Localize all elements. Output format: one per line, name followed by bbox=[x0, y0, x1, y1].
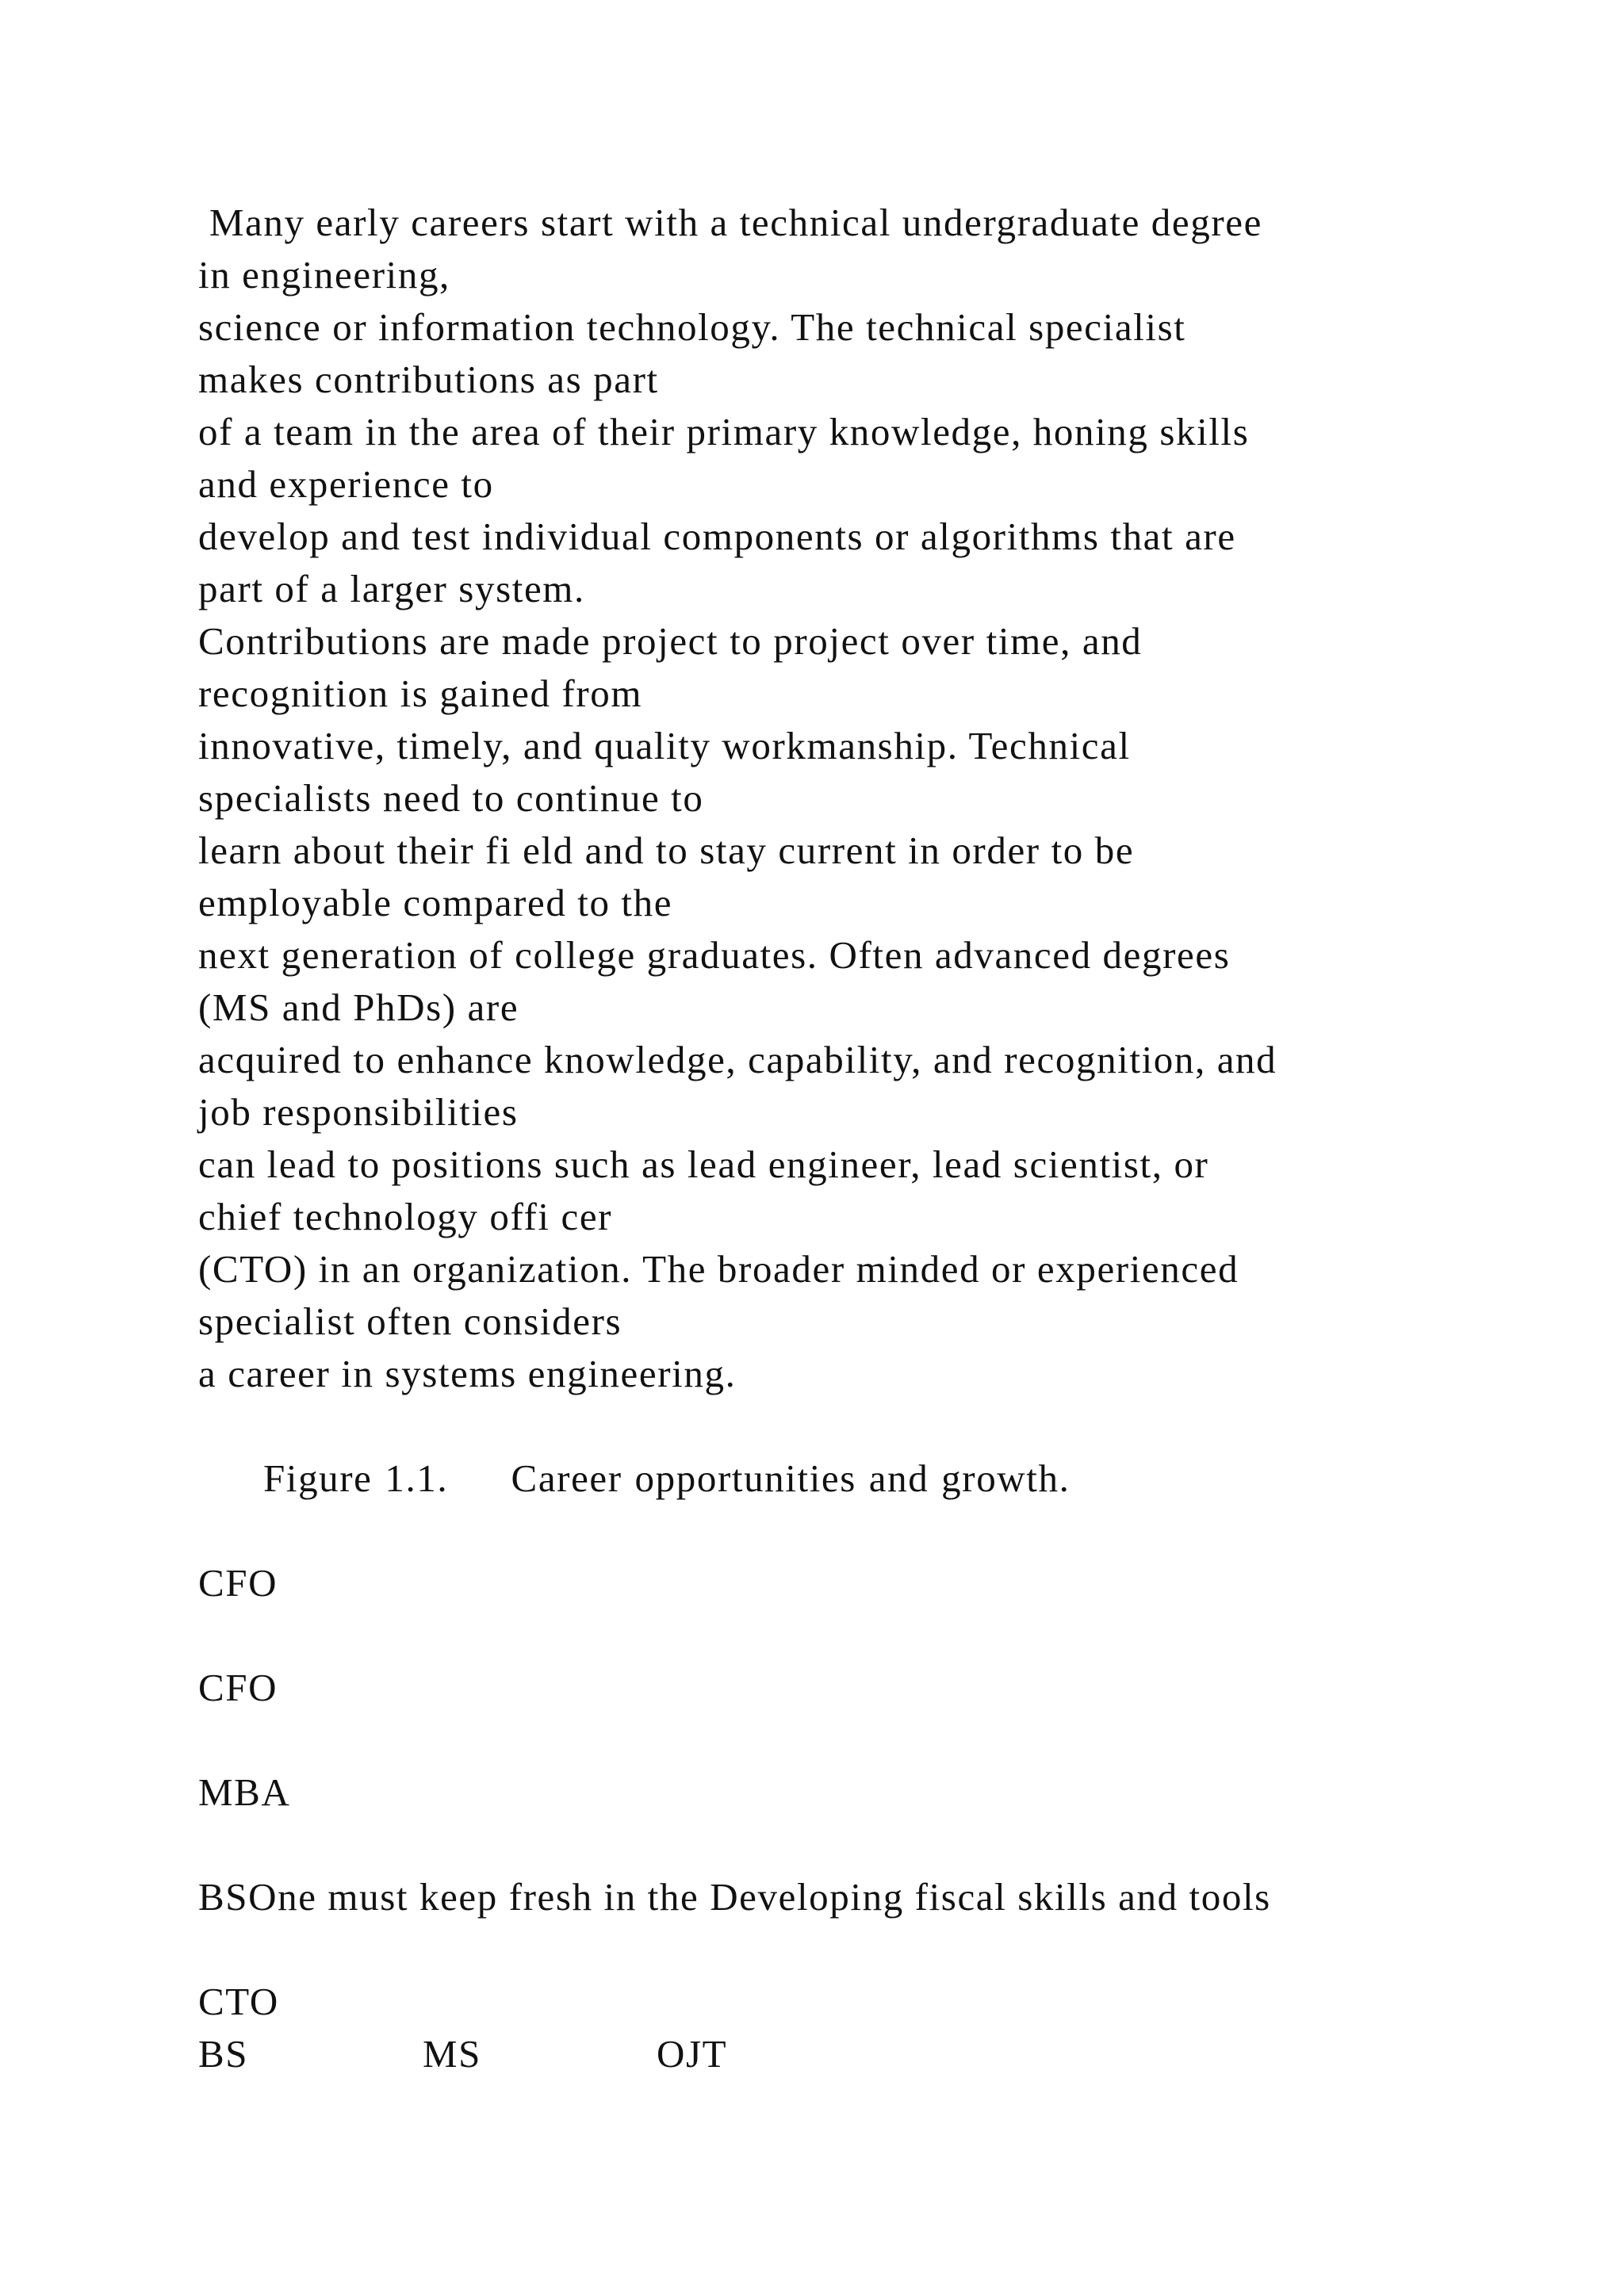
paragraph-line: (MS and PhDs) are bbox=[198, 985, 519, 1029]
figure-label-mba: MBA bbox=[198, 1770, 291, 1814]
paragraph-line: recognition is gained from bbox=[198, 672, 643, 715]
figure-label-cfo: CFO bbox=[198, 1666, 278, 1709]
paragraph-line: science or information technology. The technical specialist bbox=[198, 305, 1186, 349]
figure-label-cto: CTO bbox=[198, 1980, 279, 2023]
figure-caption: Figure 1.1. Career opportunities and growth. bbox=[263, 1456, 1071, 1500]
paragraph-line: of a team in the area of their primary knowledge, honing skills bbox=[198, 410, 1250, 453]
paragraph-line: in engineering, bbox=[198, 253, 450, 297]
paragraph-line: a career in systems engineering. bbox=[198, 1352, 737, 1395]
figure-label-ms: MS bbox=[423, 2032, 482, 2076]
paragraph-line: develop and test individual components or algorithms that are bbox=[198, 515, 1236, 558]
figure-label-ojt: OJT bbox=[657, 2032, 728, 2076]
figure-label-bs: BS bbox=[198, 2032, 249, 2076]
paragraph-line: specialist often considers bbox=[198, 1299, 622, 1343]
paragraph-line: specialists need to continue to bbox=[198, 776, 704, 820]
paragraph-line: innovative, timely, and quality workmanship. Technical bbox=[198, 724, 1131, 767]
paragraph-line: part of a larger system. bbox=[198, 567, 585, 610]
paragraph-line: Contributions are made project to project over time, and bbox=[198, 619, 1143, 663]
paragraph-line: job responsibilities bbox=[198, 1090, 519, 1134]
figure-label-bs-line: BSOne must keep fresh in the Developing fiscal skills and tools bbox=[198, 1875, 1271, 1919]
paragraph-line: makes contributions as part bbox=[198, 358, 659, 401]
paragraph-line: learn about their fi eld and to stay current in order to be bbox=[198, 828, 1135, 872]
figure-label-cfo: CFO bbox=[198, 1561, 278, 1605]
paragraph-line: employable compared to the bbox=[198, 881, 673, 924]
paragraph-line: can lead to positions such as lead engineer, lead scientist, or bbox=[198, 1142, 1209, 1186]
paragraph-line: next generation of college graduates. Often advanced degrees bbox=[198, 933, 1231, 977]
paragraph-line: chief technology offi cer bbox=[198, 1195, 613, 1238]
paragraph-line: and experience to bbox=[198, 462, 494, 506]
paragraph-line: (CTO) in an organization. The broader minded or experienced bbox=[198, 1247, 1239, 1291]
paragraph-line: Many early careers start with a technical undergraduate degree bbox=[198, 201, 1262, 244]
paragraph-line: acquired to enhance knowledge, capability, and recognition, and bbox=[198, 1038, 1277, 1081]
